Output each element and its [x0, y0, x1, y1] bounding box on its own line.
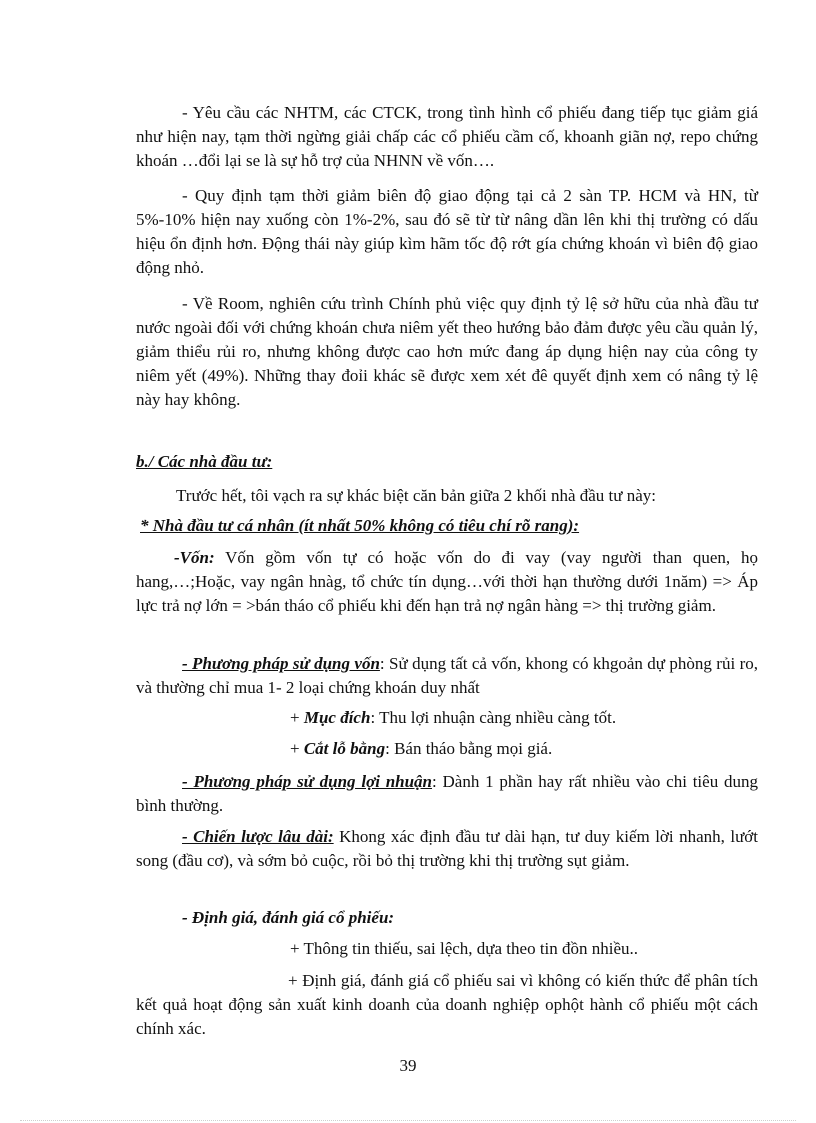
item-purpose-label: Mục đích — [303, 708, 371, 727]
paragraph-price-band: - Quy định tạm thời giảm biên độ giao động tại cả 2 sàn TP. HCM và HN, từ 5%-10% hiện nay xuống còn 1%-2%, sau đó sẽ từ từ nâng dần lên khi thị trường có dấu hiệu ổn định hơn. Động thái này giúp kìm hãm tốc độ rớt gía chứng khoán vì biên độ giao động nhỏ. — [136, 186, 758, 277]
page-number: 39 — [399, 1056, 417, 1075]
capital-method-label: - Phương pháp sử dụng vốn — [182, 654, 380, 673]
item-purpose-prefix: + — [290, 708, 304, 727]
paragraph-valuation-heading — [136, 906, 758, 930]
paragraph-intro: Trước hết, tôi vạch ra sự khác biệt căn bản giữa 2 khối nhà đầu tư này: — [176, 486, 657, 505]
paragraph-capital-method — [136, 652, 758, 700]
capital-label: -Vốn: — [174, 548, 215, 567]
section-heading-investors: b./ Các nhà đầu tư: — [136, 452, 273, 471]
item-purpose-text: : Thu lợi nhuận càng nhiều càng tốt. — [370, 708, 617, 727]
item-purpose — [290, 706, 616, 730]
item-stop-loss-text: : Bán tháo bằng mọi giá. — [385, 739, 553, 758]
capital-text: Vốn gồm vốn tự có hoặc vốn do đi vay (vay người than quen, họ hang,…;Hoặc, vay ngân hnàg, tổ chức tín dụng…với thời hạn thường dưới 1năm) => Áp lực trả nợ lớn = >bán tháo cổ phiếu khi đến hạn trả nợ ngân hàng => thị trường giảm. — [136, 548, 758, 615]
subheading-individual-investors: * Nhà đầu tư cá nhân (ít nhất 50% không có tiêu chí rõ rang): — [140, 516, 580, 535]
item-stop-loss-prefix: + — [290, 739, 304, 758]
paragraph-long-term-strategy — [136, 825, 758, 873]
long-term-strategy-label: - Chiến lược lâu dài: — [182, 827, 334, 846]
page-bottom-divider — [20, 1120, 796, 1121]
capital-method-text: : Sử dụng tất cả vốn, khong có khgoản dự phòng rủi ro, và thường chỉ mua 1- 2 loại chứng khoán duy nhất — [136, 654, 758, 697]
paragraph-nhtm-request: - Yêu cầu các NHTM, các CTCK, trong tình hình cổ phiếu đang tiếp tục giảm giá như hiện nay, tạm thời ngừng giải chấp các cổ phiếu cầm cố, khoanh giãn nợ, repo chứng khoán …đổi lại se là sự hỗ trợ của NHNN về vốn…. — [136, 103, 758, 170]
item-wrong-valuation: + Định giá, đánh giá cổ phiếu sai vì không có kiến thức để phân tích kết quả hoạt động sản xuất kinh doanh của doanh nghiệp ophột hành cổ phiếu một cách chính xác. — [136, 971, 758, 1038]
valuation-label: - Định giá, đánh giá cổ phiếu: — [182, 908, 395, 927]
paragraph-capital — [136, 546, 758, 618]
item-stop-loss-label: Cắt lỗ bằng — [303, 739, 386, 758]
item-stop-loss — [290, 737, 552, 761]
paragraph-profit-method — [136, 770, 758, 818]
profit-method-text: : Dành 1 phần hay rất nhiều vào chi tiêu dung bình thường. — [136, 772, 758, 815]
item-info-lacking: + Thông tin thiếu, sai lệch, dựa theo tin đồn nhiều.. — [290, 939, 639, 958]
paragraph-room: - Về Room, nghiên cứu trình Chính phủ việc quy định tỷ lệ sở hữu của nhà đầu tư nước ngoài đối với chứng khoán chưa niêm yết theo hướng bảo đảm được yêu cầu quản lý, giảm thiểu rủi ro, nhưng không được cao hơn mức đang áp dụng hiện nay của công ty niêm yết (49%). Những thay đoỉi khác sẽ được xem xét đê quyết định xem có nâng tỷ lệ này hay không. — [136, 294, 758, 409]
profit-method-label: - Phương pháp sử dụng lợi nhuận — [182, 772, 433, 791]
long-term-strategy-text: Khong xác định đầu tư dài hạn, tư duy kiếm lời nhanh, lướt song (đầu cơ), và sớm bỏ cuộc, rồi bỏ thị trường khi thị trường sụt giảm. — [136, 827, 758, 870]
